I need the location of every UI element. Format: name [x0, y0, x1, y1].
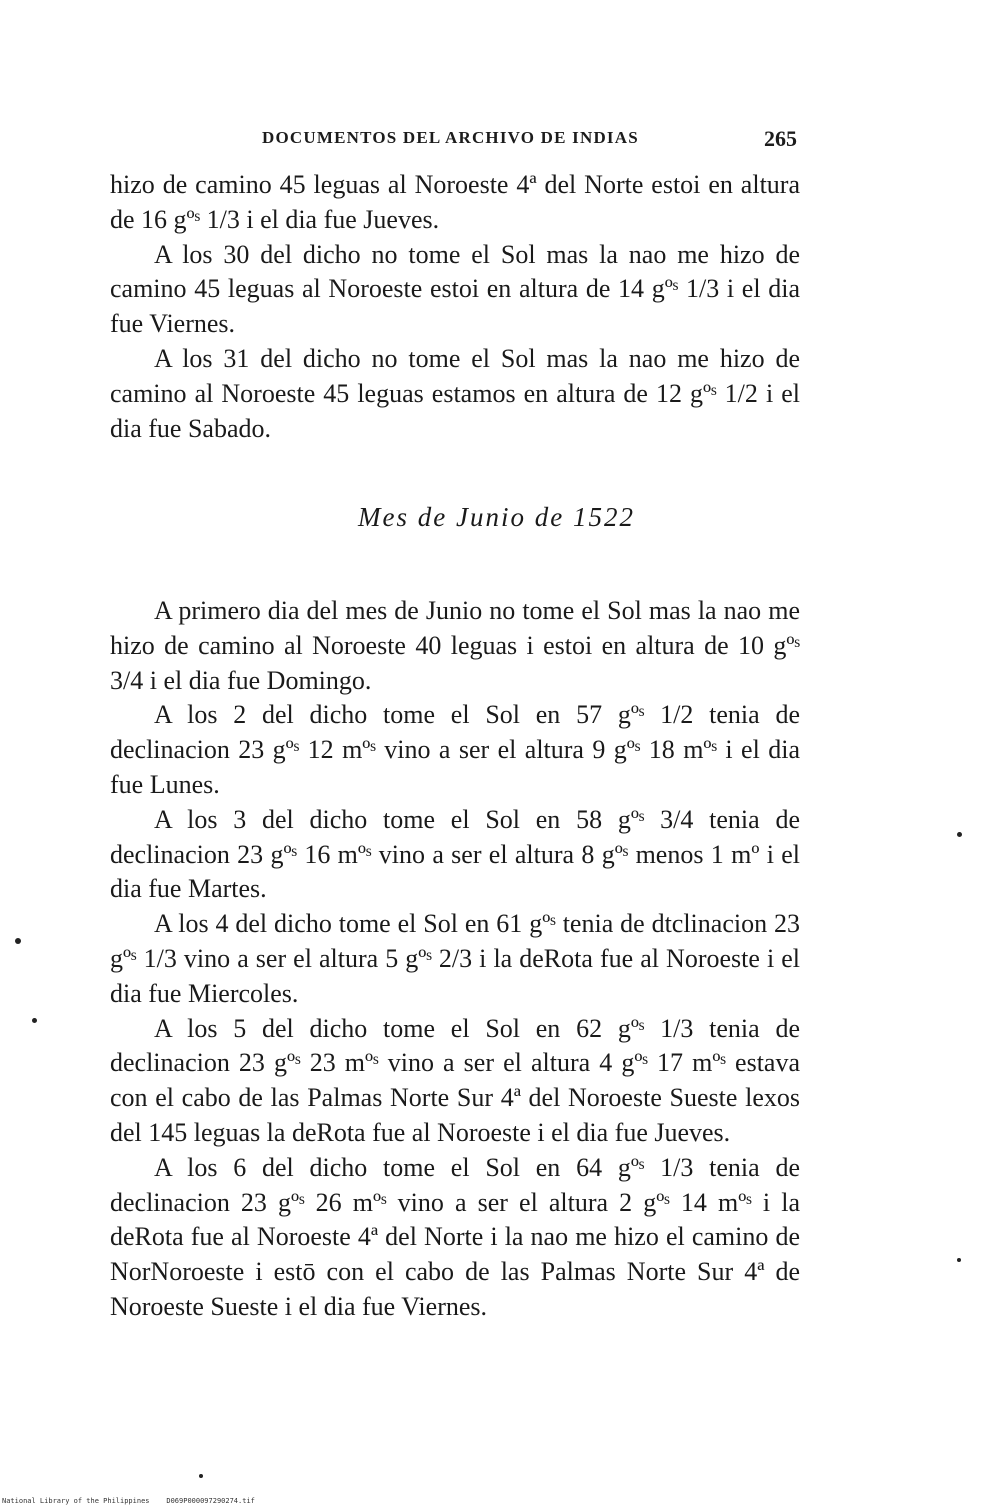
scan-footer — [2, 1497, 255, 1505]
scan-speck — [957, 832, 962, 837]
entry-paragraph-june-2: A los 2 del dicho tome el Sol en 57 gºˢ 1/2 tenia de declinacion 23 gºˢ 12 mºˢ vino a ser el altura 9 gºˢ 18 mºˢ i el dia fue Lunes. — [110, 700, 800, 799]
entry-paragraph-june-4: A los 4 del dicho tome el Sol en 61 gºˢ tenia de dtclinacion 23 gºˢ 1/3 vino a ser el altura 5 gºˢ 2/3 i la deRota fue al Noroeste i el dia fue Miercoles. — [110, 909, 800, 1008]
entry-paragraph-june-1: A primero dia del mes de Junio no tome el Sol mas la nao me hizo de camino al Noroeste 40 leguas i estoi en altura de 10 gºˢ 3/4 i el dia fue Domingo. — [110, 596, 800, 695]
page-number: 265 — [764, 126, 797, 151]
scan-speck — [957, 1258, 961, 1262]
scan-speck — [15, 938, 21, 944]
footer-library: National Library of the Philippines — [2, 1497, 150, 1505]
scan-speck — [199, 1474, 203, 1478]
text-block-top — [110, 168, 800, 446]
continuation-paragraph: hizo de camino 45 leguas al Noroeste 4ª del Norte estoi en altura de 16 gºˢ 1/3 i el dia fue Jueves. — [110, 170, 800, 234]
entry-paragraph-june-6: A los 6 del dicho tome el Sol en 64 gºˢ 1/3 tenia de declinacion 23 gºˢ 26 mºˢ vino a ser el altura 2 gºˢ 14 mºˢ i la deRota fue al Noroeste 4ª del Norte i la nao me hizo el camino de NorNoroeste i estō con el cabo de las Palmas Norte Sur 4ª de Noroeste Sueste i el dia fue Viernes. — [110, 1152, 800, 1321]
running-head-title: DOCUMENTOS DEL ARCHIVO DE INDIAS — [262, 128, 639, 147]
entry-paragraph-30: A los 30 del dicho no tome el Sol mas la nao me hizo de camino 45 leguas al Noroeste estoi en altura de 14 gºˢ 1/3 i el dia fue Viernes. — [110, 239, 800, 339]
entry-paragraph-june-3: A los 3 del dicho tome el Sol en 58 gºˢ 3/4 tenia de declinacion 23 gºˢ 16 mºˢ vino a ser el altura 8 gºˢ menos 1 mº i el dia fue Martes. — [110, 804, 800, 904]
text-block-june — [110, 594, 800, 1325]
section-heading: Mes de Junio de 1522 — [358, 502, 635, 532]
footer-file: D069P000097290274.tif — [166, 1497, 255, 1505]
scan-speck — [32, 1018, 37, 1023]
entry-paragraph-june-5: A los 5 del dicho tome el Sol en 62 gºˢ 1/3 tenia de declinacion 23 gºˢ 23 mºˢ vino a ser el altura 4 gºˢ 17 mºˢ estava con el cabo de las Palmas Norte Sur 4ª del Noroeste Sueste lexos del 145 leguas la deRota fue al Noroeste i el dia fue Jueves. — [110, 1013, 800, 1147]
entry-paragraph-31: A los 31 del dicho no tome el Sol mas la nao me hizo de camino al Noroeste 45 leguas estamos en altura de 12 gºˢ 1/2 i el dia fue Sabado. — [110, 343, 800, 443]
